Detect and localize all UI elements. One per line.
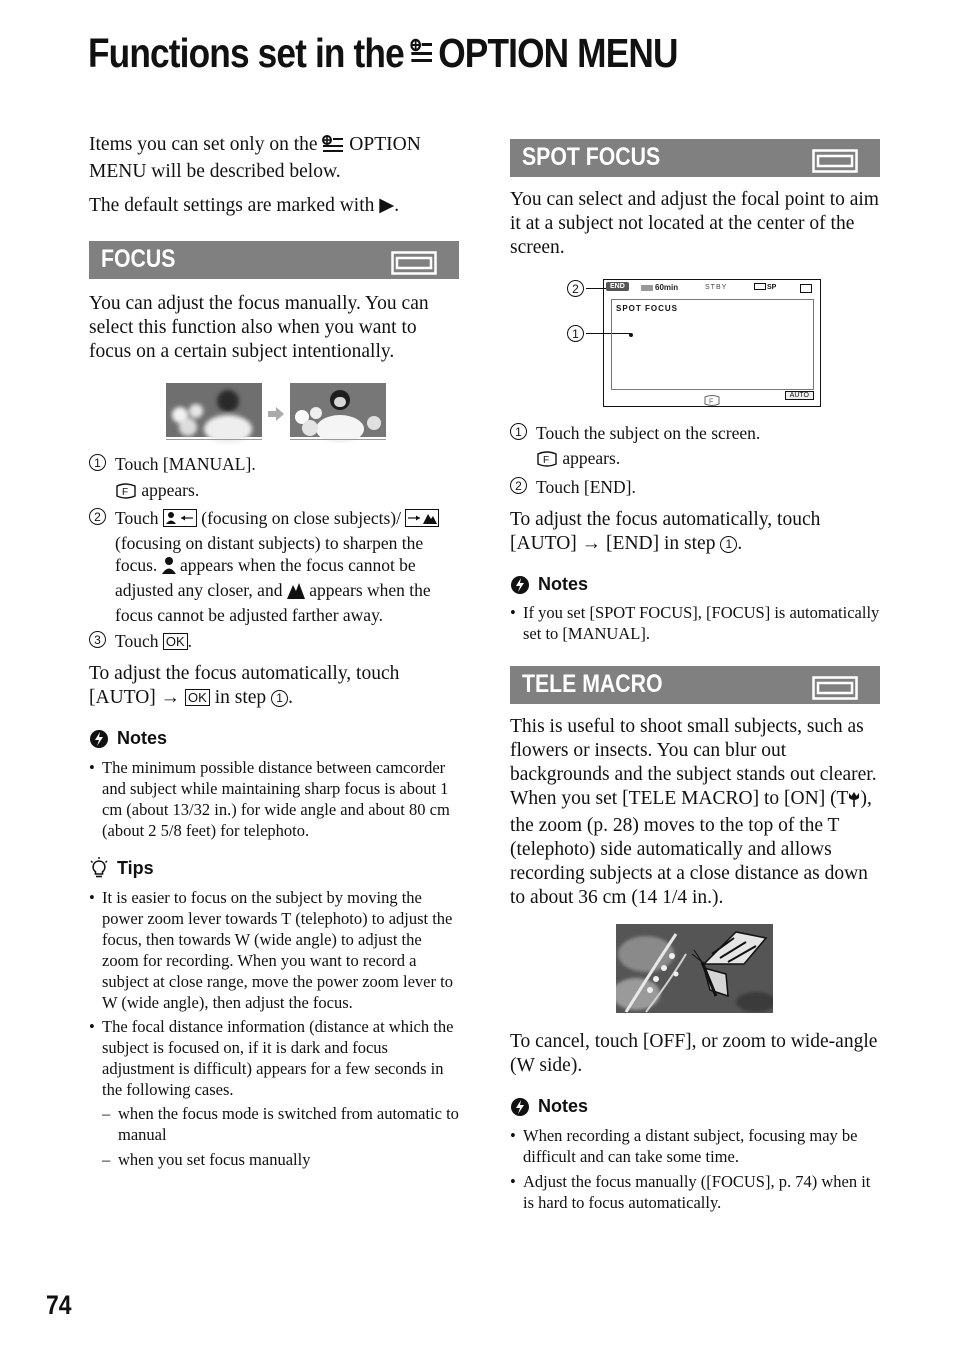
step-number: 2 [89,508,106,525]
notes-icon [89,729,109,749]
lcd-auto-button[interactable]: AUTO [785,391,814,400]
lcd-touch-area[interactable] [611,299,814,390]
option-menu-icon [411,31,433,78]
left-column [89,133,459,1170]
lcd-battery: 60min [641,283,678,292]
svg-text:F: F [709,398,714,406]
intro-paragraph: Items you can set only on the OPTION MENU will be described below. [89,134,421,182]
far-limit-icon [287,581,305,604]
tips-lightbulb-icon [89,857,109,879]
tape-icon [754,283,766,290]
step-number: 1 [271,690,288,707]
list-item: • If you set [SPOT FOCUS], [FOCUS] is automatically set to [MANUAL]. [510,602,880,644]
list-item: – when the focus mode is switched from automatic to manual [89,1103,459,1145]
focus-auto-paragraph: To adjust the focus automatically, touch [AUTO] → OK in step 1 . [89,663,400,708]
spot-notes-list [510,602,880,644]
arrow-right-icon [268,407,284,421]
focus-example-images [166,383,459,445]
lcd-record-mode: SP [754,283,776,291]
tips-cases-list [89,1103,459,1170]
spot-notes-heading: Notes [510,574,880,595]
tele-notes-list [510,1125,880,1213]
lcd-screen [603,279,821,407]
spot-focus-lcd-illustration [510,276,880,416]
lcd-end-button[interactable]: END [606,282,629,291]
list-item: • The minimum possible distance between camcorder and subject while maintaining sharp focus is about 1 cm (about 13/32 in.) for wide angle and about 80 cm (about 2 5/8 feet) for telephoto. [89,757,459,841]
battery-icon [641,285,653,291]
touch-point [629,333,633,337]
camera-mode-icon [812,676,858,700]
camera-mode-icon [812,149,858,173]
svg-text:F: F [122,487,129,498]
tips-list [89,887,459,1100]
page-number: 74 [46,1290,72,1320]
spot-step-2: 2 Touch [END]. [510,476,880,498]
focus-notes-list [89,757,459,841]
list-item: • Adjust the focus manually ([FOCUS], p. 74) when it is hard to focus automatically. [510,1171,880,1213]
near-focus-button-icon [163,509,197,532]
tele-notes-heading: Notes [510,1096,880,1117]
focus-step-3: 3 Touch OK . [89,630,459,652]
step-number: 3 [89,631,106,648]
focused-photo [290,383,386,445]
step-number: 1 [89,454,106,471]
manual-focus-icon [536,450,558,472]
lcd-menu-icon [800,284,812,293]
spot-step-1: 1 Touch the subject on the screen. F appears. [510,422,880,472]
tips-heading: Tips [89,857,459,879]
right-column [510,133,880,1213]
page-title: Functions set in the OPTION MENU [88,30,678,76]
section-title: FOCUS [101,245,176,273]
section-title: SPOT FOCUS [522,143,661,171]
lcd-mode-label: SPOT FOCUS [616,304,679,313]
butterfly-photo [616,924,773,1013]
default-settings-note: The default settings are marked with ▶. [89,195,400,216]
tele-macro-body: This is useful to shoot small subjects, such as flowers or insects. You can blur out backgrounds and the subject stands out clearer. [510,716,877,785]
spot-focus-section-header [510,139,880,177]
focus-steps [89,453,459,652]
callout-number: 1 [567,325,584,342]
section-title: TELE MACRO [522,670,663,698]
tele-macro-body-2: When you set [TELE MACRO] to [ON] (T ), the zoom (p. 28) moves to the top of the T (telephoto) side automatically and allows recording subjects at a close distance as down to about 36 cm (14 1/4 in.). [510,788,872,908]
notes-icon [510,575,530,595]
manual-focus-icon [115,482,137,504]
step-number: 1 [510,423,527,440]
ok-button-glyph: OK [185,689,210,706]
notes-icon [510,1097,530,1117]
svg-text:F: F [543,455,550,466]
step-number: 1 [720,536,737,553]
tele-macro-photo [616,924,880,1018]
list-item: • The focal distance information (distance at which the subject is focused on, if it is dark and focus adjustment is difficult) appears for a few seconds in the following cases. [89,1016,459,1100]
blurred-photo [166,383,262,445]
focus-section-header [89,241,459,279]
tele-macro-cancel: To cancel, touch [OFF], or zoom to wide-angle (W side). [510,1031,878,1076]
ok-button-glyph: OK [163,633,188,650]
spot-auto-paragraph: To adjust the focus automatically, touch [AUTO] → [END] in step 1 . [510,509,821,554]
focus-notes-heading: Notes [89,728,459,749]
camera-mode-icon [391,251,437,275]
list-item: • When recording a distant subject, focusing may be difficult and can take some time. [510,1125,880,1167]
near-limit-icon [162,556,176,579]
callout-number: 2 [567,280,584,297]
tele-macro-section-header [510,666,880,704]
tulip-macro-icon [848,790,860,814]
focus-step-1: 1 Touch [MANUAL]. F appears. [89,453,459,504]
step-number: 2 [510,477,527,494]
manual-focus-icon [704,393,720,411]
option-menu-icon [322,135,344,160]
spot-focus-steps [510,422,880,498]
focus-body: You can adjust the focus manually. You can select this function also when you want to focus on a certain subject intentionally. [89,293,429,362]
focus-step-2: 2 Touch (focusing on close subjects)/ (focusing on distant subjects) to sharpen the focus. appears when the focus cannot be adjusted any closer, and appears when the focus cannot be adjusted farther away. [89,507,459,626]
far-focus-button-icon [405,509,439,532]
list-item: • It is easier to focus on the subject by moving the power zoom lever towards T (telephoto) to adjust the focus, then towards W (wide angle) to adjust the zoom for recording. When you want to record a subject at close range, move the power zoom lever to W (wide angle), then adjust the focus. [89,887,459,1013]
spot-focus-body: You can select and adjust the focal point to aim it at a subject not located at the center of the screen. [510,189,879,258]
lcd-status: STBY [705,284,728,291]
list-item: – when you set focus manually [89,1149,459,1170]
